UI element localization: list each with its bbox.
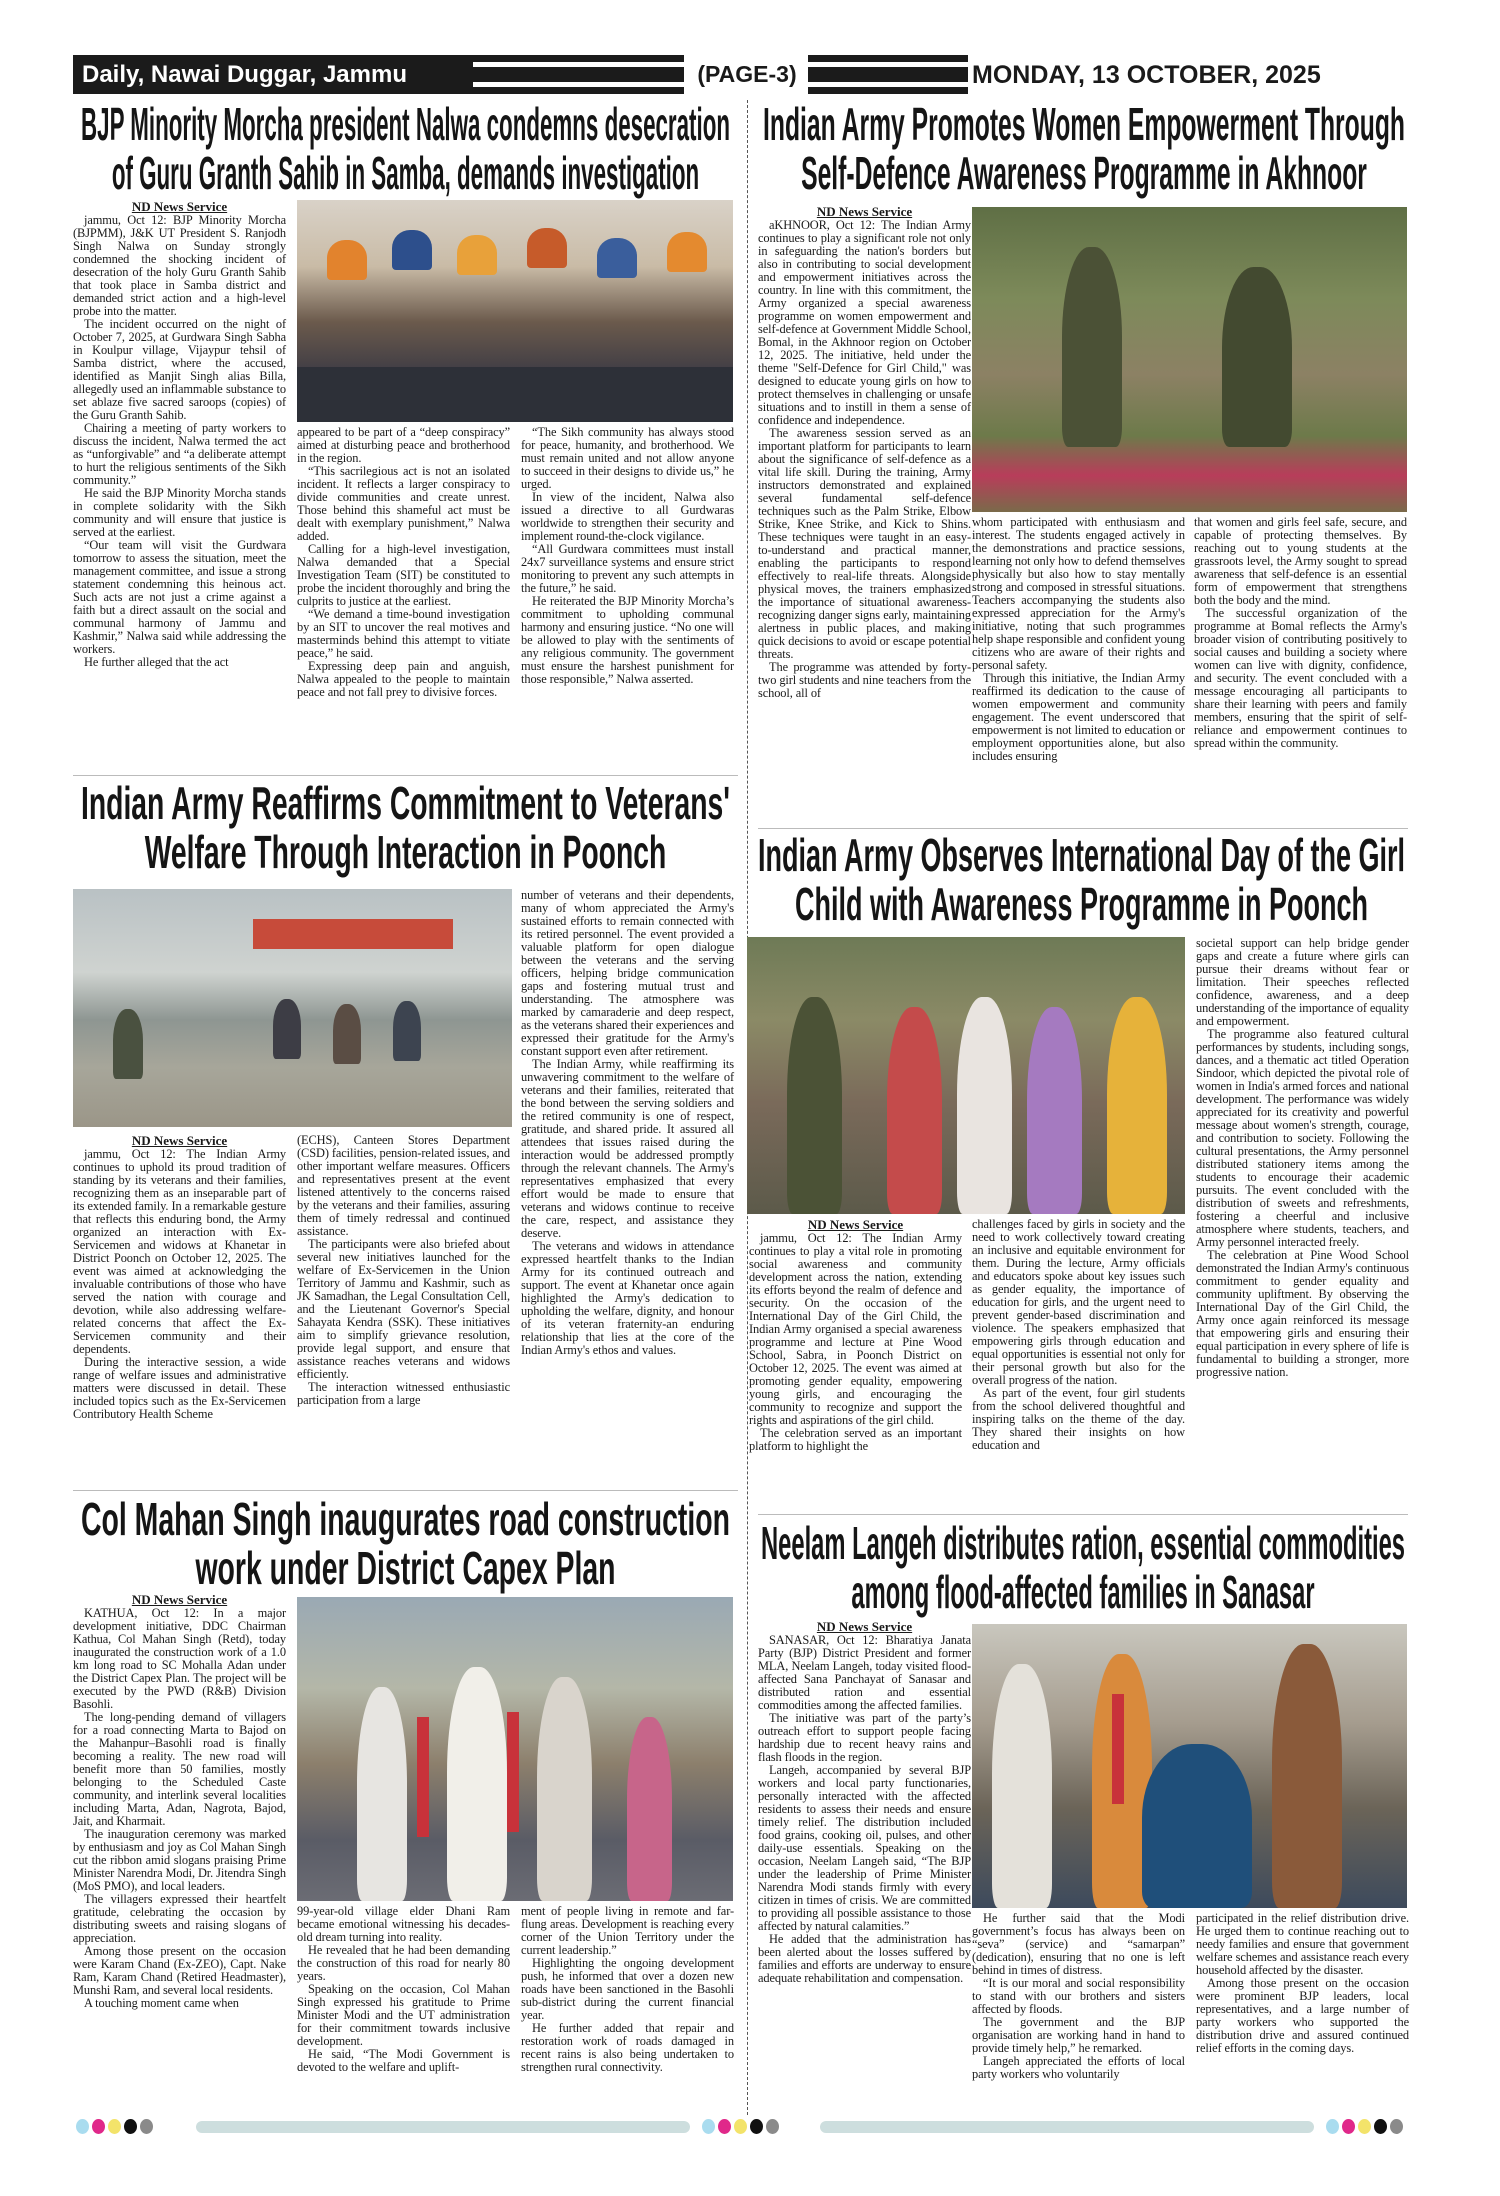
headline-line: Welfare Through Interaction in Poonch — [144, 826, 667, 878]
paragraph: “We demand a time-bound investigation by an SIT to uncover the real motives and masterminds behind this attempt to vitiate peace,” he said. — [297, 607, 510, 660]
gray-dot — [140, 2119, 153, 2134]
cyan-dot — [702, 2119, 715, 2134]
masthead-stripes — [808, 55, 968, 94]
news-photo — [73, 889, 512, 1127]
cyan-dot — [1326, 2119, 1339, 2134]
paragraph: Chairing a meeting of party workers to discuss the incident, Nalwa termed the act as “unforgivable” and “a deliberate attempt to hurt the religious sentiments of the Sikh community.” — [73, 421, 286, 487]
paragraph: The celebration at Pine Wood School demonstrated the Indian Army's continuous commitment to gender equality and community upliftment. By observing the International Day of the Girl Child, the Army once again reinforced its message that empowering girls and ensuring their equal participation in every sphere of life is fundamental to building a stronger, more progressive nation. — [1196, 1248, 1409, 1379]
paragraph: number of veterans and their dependents, many of whom appreciated the Army's sustained efforts to remain connected with its retired personnel. The event provided a valuable platform for open dialogue between the veterans and the serving officers, helping bridge communication gaps and fostering mutual trust and understanding. The atmosphere was marked by camaraderie and deep respect, as the veterans shared their experiences and expressed their gratitude for the Army's constant support even after retirement. — [521, 888, 734, 1058]
yellow-dot — [734, 2119, 747, 2134]
paragraph: The successful organization of the programme at Bomal reflects the Army's broader vision of contributing positively to social causes and building a society where women can live with dignity, confidence, and security. The event concluded with a message encouraging all participants to share their learning with peers and family members, ensuring that the spirit of self-reliance and empowerment continues to spread within the community. — [1194, 606, 1407, 750]
headline-line: Indian Army Promotes Women Empowerment Through — [763, 98, 1405, 150]
color-registration-marks — [76, 2119, 156, 2134]
paragraph: The celebration served as an important platform to highlight the — [749, 1426, 962, 1453]
paragraph: jammu, Oct 12: The Indian Army continues to uphold its proud tradition of standing by its veterans and their families, recognizing them as an inseparable part of its extended family. In a remarkable gesture that reflects this enduring bond, the Army organized an interaction with Ex-Servicemen and widows at Khanetar in District Poonch on October 12, 2025. The event was aimed at acknowledging the invaluable contributions of those who have served the nation with courage and devotion, while also addressing welfare-related concerns that affect the Ex-Servicemen community and their dependents. — [73, 1147, 286, 1356]
news-photo — [972, 207, 1407, 512]
paragraph: He further alleged that the act — [84, 655, 229, 669]
color-registration-marks — [1326, 2119, 1406, 2134]
paragraph: The inauguration ceremony was marked by enthusiasm and joy as Col Mahan Singh cut the ribbon amid slogans praising Prime Minister Narendra Modi, Dr. Jitendra Singh (MoS PMO), and local leaders. — [73, 1827, 286, 1893]
headline-line: Child with Awareness Programme in Poonch — [795, 878, 1368, 930]
color-registration-marks — [702, 2119, 782, 2134]
paragraph: The villagers expressed their heartfelt gratitude, celebrating the occasion by distributing sweets and raising slogans of appreciation. — [73, 1892, 286, 1945]
article-column — [1194, 516, 1407, 750]
masthead-stripes — [473, 55, 684, 94]
paragraph: Calling for a high-level investigation, Nalwa demanded that a Special Investigation Team (SIT) be constituted to probe the incident thoroughly and bring the culprits to justice at the earliest. — [297, 542, 510, 608]
paragraph: challenges faced by girls in society and the need to work collectively toward creating an inclusive and equitable environment for them. During the lecture, Army officials and educators spoke about key issues such as gender equality, the importance of education for girls, and the urgent need to prevent gender-based discrimination and violence. The speakers emphasized that empowering girls through education and equal opportunities is essential not only for their personal growth but also for the overall progress of the nation. — [972, 1217, 1185, 1387]
headline-line: Indian Army Observes International Day of the Girl — [758, 829, 1405, 881]
page-number: (PAGE-3) — [697, 61, 797, 87]
headline — [78, 778, 733, 876]
headline-line: Self-Defence Awareness Programme in Akhnoor — [801, 147, 1367, 199]
paragraph: Through this initiative, the Indian Army reaffirmed its dedication to the cause of women empowerment and community engagement. The event underscored that empowerment is not limited to education or employment opportunities alone, but also includes ensuring — [972, 671, 1185, 763]
article-column — [521, 889, 734, 1357]
headline-line: Col Mahan Singh inaugurates road construction — [81, 1493, 731, 1545]
paragraph: The participants were also briefed about several new initiatives launched for the welfare of Ex-Servicemen in the Union Territory of Jammu and Kashmir, such as JK Samadhan, the Legal Consultation Cell, and the Lieutenant Governor's Special Sahayata Kendra (SSK). These initiatives aim to simplify grievance resolution, provide legal support, and ensure that assistance reaches veterans and widows efficiently. — [297, 1237, 510, 1381]
paragraph: The interaction witnessed enthusiastic participation from a large — [297, 1380, 510, 1407]
article-column — [1196, 937, 1409, 1379]
byline: ND News Service — [816, 204, 913, 219]
paragraph: He reiterated the BJP Minority Morcha’s commitment to upholding communal harmony and ensuring justice. “No one will be allowed to play with the sentiments of any religious community. The government must ensure the harshest punishment for those responsible,” Nalwa asserted. — [521, 594, 734, 686]
paragraph: The incident occurred on the night of October 7, 2025, at Gurdwara Singh Sabha in Koulpur village, Vijaypur tehsil of Samba district, where the accused, identified as Manjit Singh alias Billa, allegedly used an inflammable substance to set ablaze five sacred saroops (copies) of the Guru Granth Sahib. — [73, 317, 286, 422]
article-column — [73, 1593, 286, 2010]
gray-dot — [766, 2119, 779, 2134]
headline-line: work under District Capex Plan — [194, 1542, 616, 1594]
paragraph: participated in the relief distribution drive. He urged them to continue reaching out to needy families and ensure that government welfare schemes and assistance reach every household affected by the disaster. — [1196, 1911, 1409, 1977]
paragraph: Among those present on the occasion were Karam Chand (Ex-ZEO), Capt. Nake Ram, Karam Chand (Retired Headmaster), Munshi Ram, and several local residents. — [73, 1944, 286, 1997]
paragraph: that women and girls feel safe, secure, and capable of protecting themselves. By reaching out to young students at the grassroots level, the Army sought to spread awareness that self-defence is an essential form of empowerment that strengthens both the body and the mind. — [1194, 515, 1407, 607]
article-column — [297, 426, 510, 699]
article-column — [972, 516, 1185, 763]
news-photo — [297, 200, 733, 422]
paragraph: The veterans and widows in attendance expressed heartfelt thanks to the Indian Army for its continued outreach and support. The event at Khanetar once again highlighted the Army's dedication to upholding the welfare, dignity, and honour of its veteran fraternity-an enduring relationship that lies at the core of the Indian Army's ethos and values. — [521, 1239, 734, 1357]
article-column — [749, 1218, 962, 1453]
magenta-dot — [1342, 2119, 1355, 2134]
article-column — [521, 1905, 734, 2074]
paragraph: During the interactive session, a wide range of welfare issues and administrative matters were discussed in detail. These included topics such as the Ex-Servicemen Contributory Health Scheme — [73, 1355, 286, 1421]
issue-date: MONDAY, 13 OCTOBER, 2025 — [972, 61, 1321, 89]
news-photo — [297, 1597, 733, 1901]
byline: ND News Service — [131, 1133, 228, 1148]
paragraph: He added that the administration has been alerted about the losses suffered by families and efforts are underway to ensure adequate rehabilitation and compensation. — [758, 1932, 971, 1985]
gray-dot — [1390, 2119, 1403, 2134]
paragraph: (ECHS), Canteen Stores Department (CSD) facilities, pension-related issues, and other important welfare measures. Officers and representatives present at the event listened attentively to the concerns raised by the veterans and their families, assuring them of timely redressal and continued assistance. — [297, 1133, 510, 1238]
paragraph: Among those present on the occasion were prominent BJP leaders, local representatives, and a large number of party workers who supported the distribution drive and assured continued relief efforts in the coming days. — [1196, 1976, 1409, 2055]
article-column — [297, 1905, 510, 2074]
cyan-dot — [76, 2119, 89, 2134]
paragraph: KATHUA, Oct 12: In a major development initiative, DDC Chairman Kathua, Col Mahan Singh (Retd), today inaugurated the construction work of a 1.0 km long road to SC Mohalla Adan under the District Capex Plan. The project will be executed by the PWD (R&B) Division Basohli. — [73, 1606, 286, 1711]
byline: ND News Service — [131, 1592, 228, 1607]
magenta-dot — [92, 2119, 105, 2134]
headline-line: BJP Minority Morcha president Nalwa condemns desecration — [81, 98, 730, 150]
article-column — [297, 1134, 510, 1407]
paragraph: The initiative was part of the party’s outreach effort to support people facing hardship due to recent heavy rains and flash floods in the region. — [758, 1711, 971, 1764]
paragraph: “The Sikh community has always stood for peace, humanity, and brotherhood. We must remain united and not allow anyone to succeed in their designs to divide us,” he urged. — [521, 425, 734, 491]
headline-line: among flood-affected families in Sanasar — [851, 1566, 1315, 1618]
paragraph: He said, “The Modi Government is devoted to the welfare and uplift- — [297, 2047, 510, 2074]
paragraph: SANASAR, Oct 12: Bharatiya Janata Party (BJP) District President and former MLA, Neelam Langeh, today visited flood-affected Sana Panchayat of Sanasar and distributed ration and essential commodities among the affected families. — [758, 1633, 971, 1712]
byline: ND News Service — [131, 199, 228, 214]
paragraph: In view of the incident, Nalwa also issued a directive to all Gurdwaras worldwide to strengthen their security and implement round-the-clock vigilance. — [521, 490, 734, 543]
paragraph: societal support can help bridge gender gaps and create a future where girls can pursue their dreams without fear or limitation. Their speeches reflected confidence, awareness, and a deep understanding of the importance of equality and empowerment. — [1196, 936, 1409, 1028]
paragraph: He revealed that he had been demanding the construction of this road for nearly 80 years. — [297, 1943, 510, 1983]
section-divider — [758, 1514, 1408, 1515]
paragraph: “It is our moral and social responsibility to stand with our brothers and sisters affected by floods. — [972, 1976, 1185, 2016]
section-divider — [73, 775, 738, 776]
article-column — [73, 1134, 286, 1421]
paragraph: A touching moment came when — [84, 1996, 239, 2010]
headline — [78, 99, 733, 197]
registration-bar — [820, 2121, 1314, 2133]
newspaper-name: Daily, Nawai Duggar, Jammu — [82, 61, 407, 88]
headline — [760, 99, 1408, 197]
headline-line: Neelam Langeh distributes ration, essential commodities — [761, 1517, 1405, 1569]
yellow-dot — [108, 2119, 121, 2134]
black-dot — [124, 2119, 137, 2134]
paragraph: “Our team will visit the Gurdwara tomorrow to assess the situation, meet the management committee, and issue a strong statement condemning this heinous act. Such acts are not just a crime against a faith but a direct assault on the social and communal harmony of Jammu and Kashmir,” Nalwa said while addressing the workers. — [73, 538, 286, 656]
paragraph: The Indian Army, while reaffirming its unwavering commitment to the welfare of veterans and their families, reiterated that the bond between the serving soldiers and the retired community is one of respect, gratitude, and shared pride. It assured all attendees that issues raised during the interaction would be addressed promptly through the relevant channels. The Army's representatives emphasized that every effort would be made to ensure that veterans and widows continue to receive the care, respect, and assistance they deserve. — [521, 1057, 734, 1240]
headline — [755, 830, 1408, 928]
paragraph: Expressing deep pain and anguish, Nalwa appealed to the people to maintain peace and not fall prey to divisive forces. — [297, 659, 510, 699]
paragraph: appeared to be part of a “deep conspiracy” aimed at disturbing peace and brotherhood in the region. — [297, 425, 510, 465]
paragraph: The awareness session served as an important platform for participants to learn about the significance of self-defence as a vital life skill. During the training, Army instructors demonstrated and explained several fundamental self-defence techniques such as the Palm Strike, Elbow Strike, Knee Strike, and Kick to Shins. These techniques were taught in an easy-to-understand and practical manner, enabling the participants to respond effectively to real-life threats. Alongside physical moves, the trainers emphasized the importance of situational awareness-recognizing danger signs early, maintaining alertness in public places, and making quick decisions to avoid or escape potential threats. — [758, 426, 971, 661]
paragraph: Speaking on the occasion, Col Mahan Singh expressed his gratitude to Prime Minister Modi and the UT administration for their commitment towards inclusive development. — [297, 1982, 510, 2048]
news-photo — [747, 937, 1185, 1214]
paragraph: He said the BJP Minority Morcha stands in complete solidarity with the Sikh community and will ensure that justice is served at the earliest. — [73, 486, 286, 539]
yellow-dot — [1358, 2119, 1371, 2134]
paragraph: ment of people living in remote and far-flung areas. Development is reaching every corner of the Union Territory under the current leadership.” — [521, 1904, 734, 1957]
paragraph: The long-pending demand of villagers for a road connecting Marta to Bajod on the Mahanpur–Basohli road is finally becoming a reality. The new road will benefit more than 50 families, mostly belonging to the Scheduled Caste community, and interlink several localities including Marta, Adan, Nagrota, Bajod, Jait, and Kharmait. — [73, 1710, 286, 1828]
article-column — [972, 1218, 1185, 1452]
byline: ND News Service — [807, 1217, 904, 1232]
article-column — [758, 1620, 971, 1985]
magenta-dot — [718, 2119, 731, 2134]
article-column — [1196, 1912, 1409, 2055]
byline: ND News Service — [816, 1619, 913, 1634]
black-dot — [750, 2119, 763, 2134]
paragraph: The programme was attended by forty-two girl students and nine teachers from the school, all of — [758, 660, 971, 700]
registration-bar — [196, 2121, 690, 2133]
headline — [78, 1494, 733, 1592]
paragraph: “All Gurdwara committees must install 24x7 surveillance systems and ensure strict monitoring to prevent any such attempts in the future,” he said. — [521, 542, 734, 595]
paragraph: The government and the BJP organisation are working hand in hand to provide timely help,” he remarked. — [972, 2015, 1185, 2055]
paragraph: 99-year-old village elder Dhani Ram became emotional witnessing his decades-old dream turning into reality. — [297, 1904, 510, 1944]
article-column — [521, 426, 734, 686]
black-dot — [1374, 2119, 1387, 2134]
paragraph: He further said that the Modi government’s focus has always been on “seva” (service) and “samarpan” (dedication), ensuring that no one is left behind in times of distress. — [972, 1911, 1185, 1977]
paragraph: He further added that repair and restoration work of roads damaged in recent rains is also being undertaken to strengthen rural connectivity. — [521, 2021, 734, 2074]
paragraph: Highlighting the ongoing development push, he informed that over a dozen new roads have been sanctioned in the Basohli sub-district during the current financial year. — [521, 1956, 734, 2022]
headline-line: of Guru Granth Sahib in Samba, demands investigation — [111, 147, 700, 199]
paragraph: jammu, Oct 12: BJP Minority Morcha (BJPMM), J&K UT President S. Ranjodh Singh Nalwa on Sunday strongly condemned the shocking incident of desecration of the holy Guru Granth Sahib that took place in Samba district and demanded strict action and a high-level probe into the matter. — [73, 213, 286, 318]
paragraph: “This sacrilegious act is not an isolated incident. It reflects a larger conspiracy to divide communities and create unrest. Those behind this shameful act must be dealt with exemplary punishment,” Nalwa added. — [297, 464, 510, 543]
article-column — [972, 1912, 1185, 2081]
headline-line: Indian Army Reaffirms Commitment to Veterans' — [81, 777, 730, 829]
headline — [758, 1518, 1408, 1616]
paragraph: jammu, Oct 12: The Indian Army continues to play a vital role in promoting social awareness and community development across the nation, extending its efforts beyond the realm of defence and security. On the occasion of the International Day of the Girl Child, the Indian Army organised a special awareness programme and lecture at Pine Wood School, Sabra, in Poonch District on October 12, 2025. The event was aimed at promoting gender equality, empowering young girls, and encouraging the community to recognize and support the rights and aspirations of the girl child. — [749, 1231, 962, 1427]
article-column — [73, 200, 286, 669]
paragraph: The programme also featured cultural performances by students, including songs, dances, and a thematic act titled Operation Sindoor, which depicted the pivotal role of women in India's armed forces and national development. The performance was widely appreciated for its creativity and powerful message about women's strength, courage, and contribution to society. Following the cultural presentations, the Army personnel distributed stationery items among the students to encourage their academic pursuits. The event concluded with the distribution of sweets and refreshments, fostering a cheerful and inclusive atmosphere where students, teachers, and Army personnel interacted freely. — [1196, 1027, 1409, 1249]
paragraph: aKHNOOR, Oct 12: The Indian Army continues to play a significant role not only in safeguarding the nation's borders but also in contributing to social development and empowerment initiatives across the country. In line with this commitment, the Army organized a special awareness programme on women empowerment and self-defence at Government Middle School, Bomal, in the Akhnoor region on October 12, 2025. The initiative, held under the theme "Self-Defence for Girl Child," was designed to educate young girls on how to protect themselves in challenging or unsafe situations and to instill in them a sense of confidence and independence. — [758, 218, 972, 427]
paragraph: whom participated with enthusiasm and interest. The students engaged actively in the demonstrations and practice sessions, learning not only how to defend themselves physically but also how to stay mentally strong and composed in stressful situations. Teachers accompanying the students also expressed appreciation for the Army's initiative, noting that such programmes help shape responsible and confident young citizens who are aware of their rights and personal safety. — [972, 515, 1185, 672]
paragraph: Langeh, accompanied by several BJP workers and local party functionaries, personally interacted with the affected residents to assess their needs and ensure timely relief. The distribution included food grains, cooking oil, pulses, and other daily-use essentials. Speaking on the occasion, Neelam Langeh said, “The BJP under the leadership of Prime Minister Narendra Modi stands firmly with every citizen in times of crisis. We are committed to providing all possible assistance to those affected by natural calamities.” — [758, 1763, 971, 1933]
paragraph: As part of the event, four girl students from the school delivered thoughtful and inspiring talks on the theme of the day. They shared their insights on how education and — [972, 1386, 1185, 1452]
article-column — [758, 205, 971, 700]
section-divider — [73, 1490, 738, 1491]
news-photo — [972, 1624, 1407, 1908]
paragraph: Langeh appreciated the efforts of local party workers who voluntarily — [972, 2054, 1185, 2081]
